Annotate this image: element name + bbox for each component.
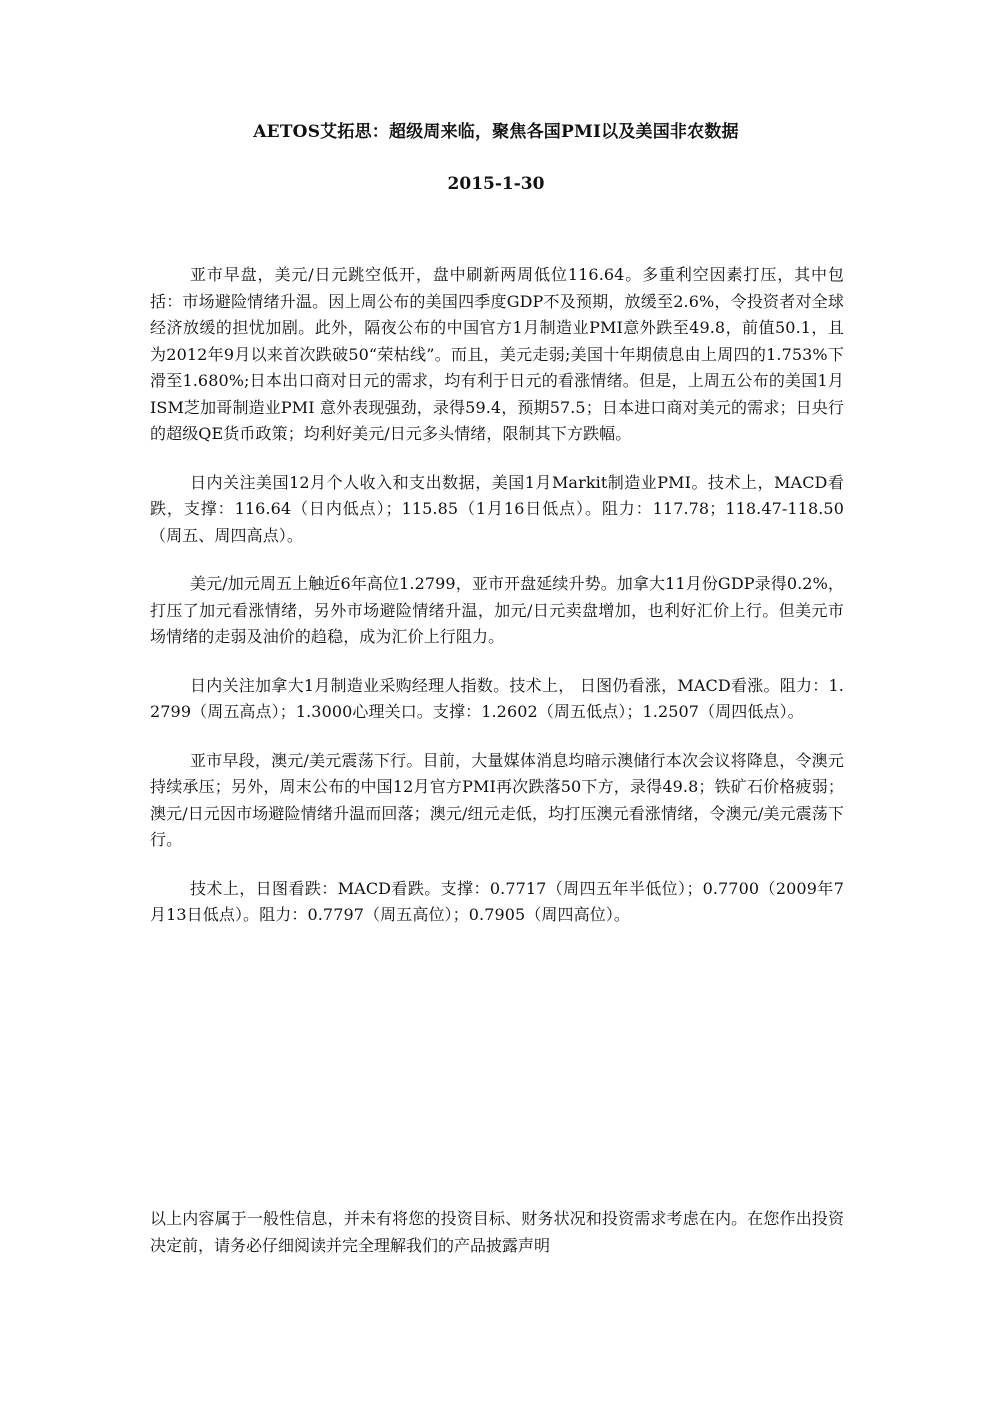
paragraph-audusd-technical: 技术上，日图看跌：MACD看跌。支撑：0.7717（周四五年半低位）；0.7700（2009年7月13日低点）。阻力：0.7797（周五高位）；0.7905（周四高位）。 bbox=[150, 878, 844, 924]
paragraph-usdjpy-technical: 日内关注美国12月个人收入和支出数据，美国1月Markit制造业PMI。技术上，MACD看跌，支撑：116.64（日内低点）；115.85（1月16日低点）。阻力：117.78；118.47-118.50（周五、周四高点）。 bbox=[150, 472, 844, 545]
document-body bbox=[150, 262, 844, 951]
document-date: 2015-1-30 bbox=[447, 174, 545, 194]
paragraph-audusd-overview: 亚市早段，澳元/美元震荡下行。目前，大量媒体消息均暗示澳储行本次会议将降息，令澳元持续承压；另外，周末公布的中国12月官方PMI再次跌落50下方，录得49.8；铁矿石价格疲弱；澳元/日元因市场避险情绪升温而回落；澳元/纽元走低，均打压澳元看涨情绪，令澳元/美元震荡下行。 bbox=[150, 750, 844, 849]
paragraph-usdcad-technical: 日内关注加拿大1月制造业采购经理人指数。技术上， 日图仍看涨，MACD看涨。阻力：1.2799（周五高点）；1.3000心理关口。支撑：1.2602（周五低点）；1.2507（周四低点）。 bbox=[150, 675, 844, 721]
paragraph-usdjpy-overview: 亚市早盘，美元/日元跳空低开，盘中刷新两周低位116.64。多重利空因素打压，其中包括：市场避险情绪升温。因上周公布的美国四季度GDP不及预期，放缓至2.6%，令投资者对全球经济放缓的担忧加剧。此外，隔夜公布的中国官方1月制造业PMI意外跌至49.8，前值50.1，且为2012年9月以来首次跌破50“荣枯线”。而且，美元走弱;美国十年期债息由上周四的1.753%下滑至1.680%;日本出口商对日元的需求，均有利于日元的看涨情绪。但是，上周五公布的美国1月ISM芝加哥制造业PMI 意外表现强劲，录得59.4，预期57.5；日本进口商对美元的需求；日央行的超级QE货币政策；均利好美元/日元多头情绪，限制其下方跌幅。 bbox=[150, 265, 844, 443]
document-title: AETOS艾拓思：超级周来临，聚焦各国PMI以及美国非农数据 bbox=[253, 122, 739, 142]
disclaimer-text: 以上内容属于一般性信息，并未有将您的投资目标、财务状况和投资需求考虑在内。在您作出投资决定前，请务必仔细阅读并完全理解我们的产品披露声明 bbox=[150, 1209, 844, 1255]
paragraph-usdcad-overview: 美元/加元周五上触近6年高位1.2799，亚市开盘延续升势。加拿大11月份GDP录得0.2%，打压了加元看涨情绪，另外市场避险情绪升温，加元/日元卖盘增加，也利好汇价上行。但美元市场情绪的走弱及油价的趋稳，成为汇价上行阻力。 bbox=[150, 574, 844, 646]
